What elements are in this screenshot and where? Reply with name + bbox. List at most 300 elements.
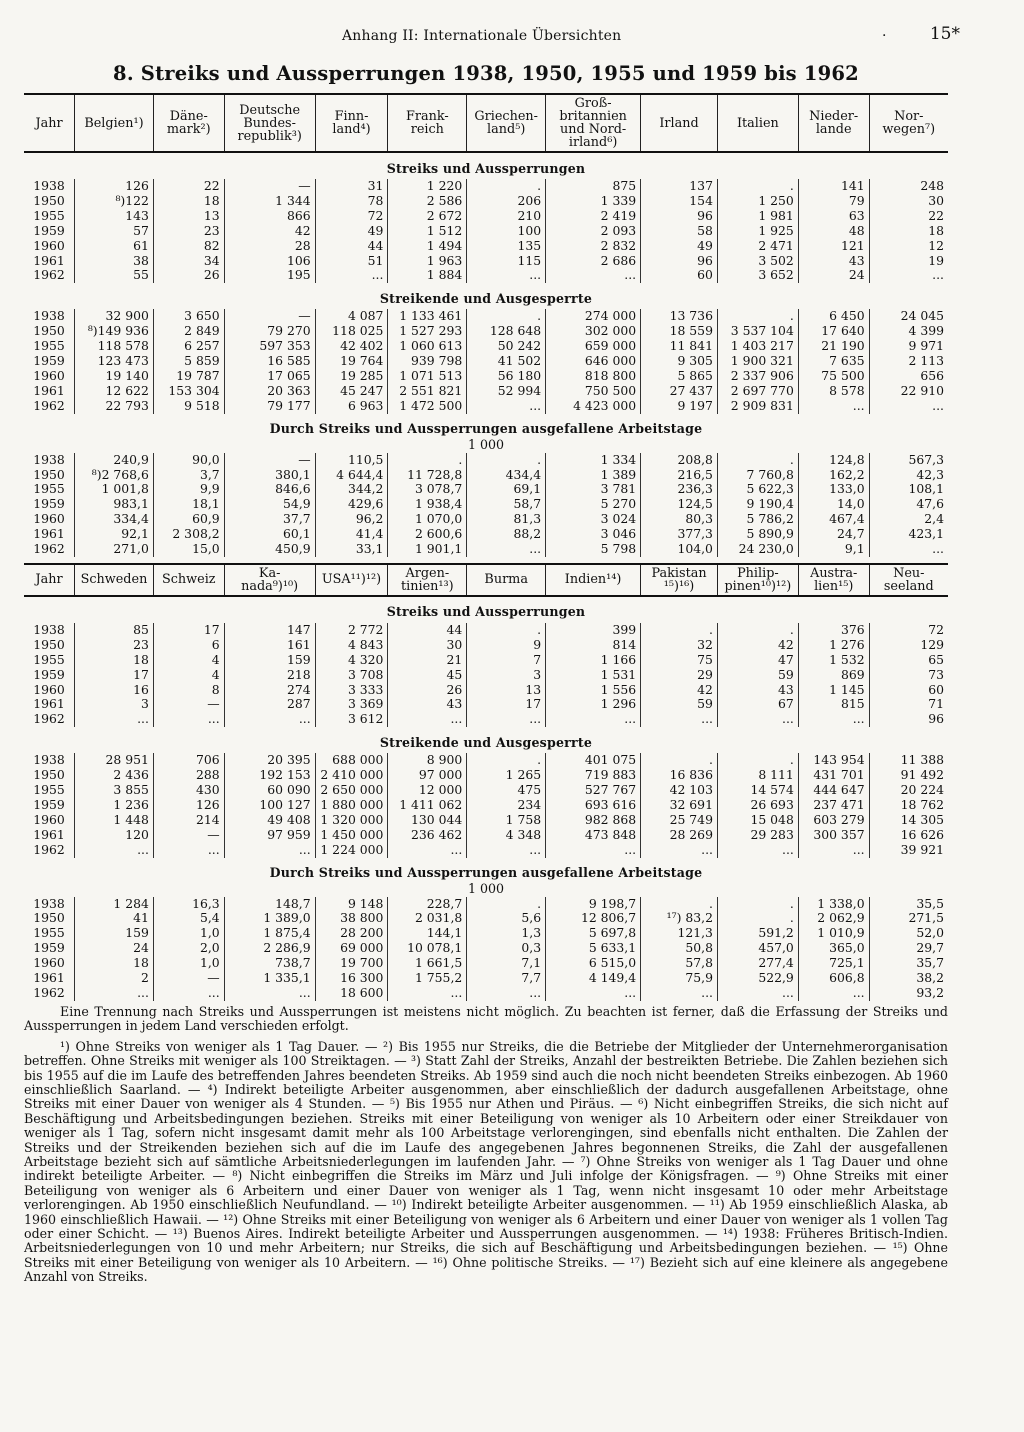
value-cell: ... xyxy=(798,843,869,858)
value-cell: 72 xyxy=(869,623,948,638)
value-cell: 3 078,7 xyxy=(388,482,467,497)
table-row xyxy=(24,468,948,483)
table-row xyxy=(24,668,948,683)
value-cell: 75,9 xyxy=(641,971,718,986)
year-cell: 1961 xyxy=(33,970,65,986)
value-cell: 2 832 xyxy=(546,239,641,254)
value-cell: 29 283 xyxy=(717,828,798,843)
value-cell: 128 648 xyxy=(467,324,546,339)
section-unit: 1 000 xyxy=(467,436,505,452)
column-header: Schweden xyxy=(75,564,154,596)
value-cell: 1 166 xyxy=(546,653,641,668)
value-cell: 22 910 xyxy=(869,384,948,399)
value-cell: 5 890,9 xyxy=(717,527,798,542)
value-cell: 216,5 xyxy=(641,468,718,483)
value-cell: 133,0 xyxy=(798,482,869,497)
value-cell: 4 348 xyxy=(467,828,546,843)
column-header: Philip- pinen¹⁰)¹²) xyxy=(717,564,798,596)
value-cell: 16 626 xyxy=(869,828,948,843)
value-cell: 18 600 xyxy=(315,986,388,1001)
value-cell: 14,0 xyxy=(798,497,869,512)
value-cell: . xyxy=(641,897,718,912)
value-cell: 271,5 xyxy=(869,911,948,926)
value-cell: 606,8 xyxy=(798,971,869,986)
value-cell: ... xyxy=(224,712,315,727)
value-cell: 121,3 xyxy=(641,926,718,941)
value-cell: ... xyxy=(467,399,546,414)
year-cell: 1938 xyxy=(33,621,65,637)
table-row xyxy=(24,369,948,384)
value-cell: 693 616 xyxy=(546,798,641,813)
value-cell: 6 450 xyxy=(798,309,869,324)
value-cell: ... xyxy=(75,843,154,858)
value-cell: 274 000 xyxy=(546,309,641,324)
value-cell: 24 xyxy=(75,941,154,956)
value-cell: 2 600,6 xyxy=(388,527,467,542)
value-cell: 17 xyxy=(75,668,154,683)
value-cell: 18,1 xyxy=(153,497,224,512)
year-cell: 1938 xyxy=(33,752,65,768)
value-cell: 12 xyxy=(869,239,948,254)
value-cell: 9 305 xyxy=(641,354,718,369)
column-header: Griechen- land⁵) xyxy=(467,94,546,152)
value-cell: 218 xyxy=(224,668,315,683)
value-cell: 141 xyxy=(798,179,869,194)
value-cell: 377,3 xyxy=(641,527,718,542)
value-cell: 236,3 xyxy=(641,482,718,497)
value-cell: 4 087 xyxy=(315,309,388,324)
value-cell: 57 xyxy=(75,224,154,239)
value-cell: 1 296 xyxy=(546,697,641,712)
value-cell: 475 xyxy=(467,783,546,798)
table-row xyxy=(24,768,948,783)
value-cell: 5 859 xyxy=(153,354,224,369)
value-cell: 69 000 xyxy=(315,941,388,956)
value-cell: 1,3 xyxy=(467,926,546,941)
notes-intro: Eine Trennung nach Streiks und Aussperrungen ist meistens nicht möglich. Zu beachten ist ferner, daß die Erfassung der Streiks und Aussperrungen in jedem Land verschieden erfolgt. xyxy=(24,1003,948,1034)
value-cell: 92,1 xyxy=(75,527,154,542)
value-cell: ... xyxy=(153,986,224,1001)
value-cell: 41 xyxy=(75,911,154,926)
value-cell: — xyxy=(224,179,315,194)
value-cell: 19 700 xyxy=(315,956,388,971)
value-cell: 16 836 xyxy=(641,768,718,783)
value-cell: ... xyxy=(798,986,869,1001)
value-cell: . xyxy=(717,753,798,768)
section-row xyxy=(24,596,948,621)
value-cell: 60 xyxy=(641,268,718,283)
value-cell: 240,9 xyxy=(75,453,154,468)
table-row xyxy=(24,638,948,653)
value-cell: 126 xyxy=(75,179,154,194)
value-cell: 738,7 xyxy=(224,956,315,971)
value-cell: 30 xyxy=(388,638,467,653)
year-cell: 1962 xyxy=(33,711,65,727)
value-cell: 1 884 xyxy=(388,268,467,283)
table-row xyxy=(24,482,948,497)
table-row xyxy=(24,712,948,727)
value-cell: 20 224 xyxy=(869,783,948,798)
column-header: Irland xyxy=(641,94,718,152)
value-cell: — xyxy=(153,971,224,986)
value-cell: 4 149,4 xyxy=(546,971,641,986)
value-cell: 656 xyxy=(869,369,948,384)
value-cell: 2 308,2 xyxy=(153,527,224,542)
value-cell: 1 276 xyxy=(798,638,869,653)
year-cell: 1959 xyxy=(33,353,65,369)
value-cell: 3 708 xyxy=(315,668,388,683)
table-row xyxy=(24,911,948,926)
value-cell: 19 xyxy=(869,254,948,269)
value-cell: 88,2 xyxy=(467,527,546,542)
value-cell: 42 402 xyxy=(315,339,388,354)
value-cell: 1 344 xyxy=(224,194,315,209)
value-cell: 300 357 xyxy=(798,828,869,843)
year-cell: 1938 xyxy=(33,178,65,193)
table-header-row xyxy=(24,94,948,152)
value-cell: 30 xyxy=(869,194,948,209)
table-row xyxy=(24,309,948,324)
value-cell: 110,5 xyxy=(315,453,388,468)
table-row xyxy=(24,897,948,912)
value-cell: 719 883 xyxy=(546,768,641,783)
value-cell: 597 353 xyxy=(224,339,315,354)
table-row xyxy=(24,497,948,512)
value-cell: 137 xyxy=(641,179,718,194)
value-cell: 430 xyxy=(153,783,224,798)
value-cell: 3 xyxy=(75,697,154,712)
value-cell: 1 758 xyxy=(467,813,546,828)
value-cell: 9 197 xyxy=(641,399,718,414)
value-cell: 302 000 xyxy=(546,324,641,339)
column-header: Austra- lien¹⁵) xyxy=(798,564,869,596)
year-cell: 1955 xyxy=(33,338,65,354)
value-cell: 11 841 xyxy=(641,339,718,354)
value-cell: 1 925 xyxy=(717,224,798,239)
value-cell: 13 xyxy=(467,683,546,698)
value-cell: 6 xyxy=(153,638,224,653)
value-cell: 237 471 xyxy=(798,798,869,813)
column-header: Nieder- lande xyxy=(798,94,869,152)
value-cell: 2 xyxy=(75,971,154,986)
value-cell: 1 389,0 xyxy=(224,911,315,926)
value-cell: 39 921 xyxy=(869,843,948,858)
value-cell: 206 xyxy=(467,194,546,209)
value-cell: 939 798 xyxy=(388,354,467,369)
value-cell: 1 060 613 xyxy=(388,339,467,354)
value-cell: 135 xyxy=(467,239,546,254)
value-cell: — xyxy=(153,697,224,712)
value-cell: ⁸)2 768,6 xyxy=(75,468,154,483)
value-cell: 13 736 xyxy=(641,309,718,324)
value-cell: 1 448 xyxy=(75,813,154,828)
value-cell: 11 388 xyxy=(869,753,948,768)
value-cell: ... xyxy=(388,712,467,727)
value-cell: 29 xyxy=(641,668,718,683)
value-cell: 144,1 xyxy=(388,926,467,941)
value-cell: 7 635 xyxy=(798,354,869,369)
value-cell: 47 xyxy=(717,653,798,668)
value-cell: 71 xyxy=(869,697,948,712)
value-cell: 81,3 xyxy=(467,512,546,527)
value-cell: 126 xyxy=(153,798,224,813)
value-cell: 1,0 xyxy=(153,926,224,941)
footnotes: ¹) Ohne Streiks von weniger als 1 Tag Dauer. — ²) Bis 1955 nur Streiks, die die Betriebe der Mitglieder der Unternehmerorganisation betreffen. Ohne Streiks mit weniger als 100 Streiktagen. — ³) Statt Zahl der Streiks, Anzahl der bestreikten Betriebe. Die Zahlen beziehen sich bis 1955 auf die im Laufe des betreffenden Jahres beendeten Streiks. Ab 1959 sind auch die noch nicht beendeten Streiks einbezogen. Ab 1960 einschließlich Saarland. — ⁴) Indirekt beteiligte Arbeiter ausgenommen, aber einschließlich der dadurch ausgefallenen Arbeitstage, ohne Streiks mit einer Dauer von weniger als 4 Stunden. — ⁵) Bis 1955 nur Athen und Piräus. — ⁶) Nicht einbegriffen Streiks, die sich nicht auf Beschäftigung und Arbeitsbedingungen beziehen. Streiks mit einer Beteiligung von weniger als 10 Arbeitern oder einer Streikdauer von weniger als 1 Tag, sofern nicht insgesamt damit mehr als 100 Arbeitstage verlorengingen, sind ebenfalls nicht enthalten. Die Zahlen der Streiks und der Streikenden beziehen sich auf die im Laufe des angegebenen Jahres begonnenen Streiks, die Zahl der ausgefallenen Arbeitstage bezieht sich auf sämtliche Arbeitsniederlegungen im laufenden Jahr. — ⁷) Ohne Streiks von weniger als 1 Tag Dauer und ohne indirekt beteiligte Arbeiter. — ⁸) Nicht einbegriffen die Streiks im März und Juli infolge der Königsfragen. — ⁹) Ohne Streiks mit einer Beteiligung von weniger als 6 Arbeitern und einer Dauer von weniger als 1 Tag, wenn nicht insgesamt 10 oder mehr Arbeitstage verlorengingen. Ab 1950 einschließlich Neufundland. — ¹⁰) Indirekt beteiligte Arbeiter ausgenommen. — ¹¹) Ab 1959 einschließlich Alaska, ab 1960 einschließlich Hawaii. — ¹²) Ohne Streiks mit einer Beteiligung von weniger als 6 Arbeitern und einer Dauer von weniger als 1 vollen Tag oder einer Schicht. — ¹³) Buenos Aires. Indirekt beteiligte Arbeiter und Aussperrungen ausgenommen. — ¹⁴) 1938: Früheres Britisch-Indien. Arbeitsniederlegungen von 10 und mehr Arbeitern; nur Streiks, die sich auf Beschäftigung und Arbeitsbedingungen beziehen. — ¹⁵) Ohne Streiks mit einer Beteiligung von weniger als 10 Arbeitern. — ¹⁶) Ohne politische Streiks. — ¹⁷) Bezieht sich auf eine kleinere als angegebene Anzahl von Streiks. xyxy=(24,1038,948,1285)
value-cell: 431 701 xyxy=(798,768,869,783)
value-cell: 8 900 xyxy=(388,753,467,768)
value-cell: 1 527 293 xyxy=(388,324,467,339)
running-header xyxy=(24,24,960,52)
table-row xyxy=(24,623,948,638)
value-cell: 214 xyxy=(153,813,224,828)
value-cell: 6 257 xyxy=(153,339,224,354)
value-cell: 1 320 000 xyxy=(315,813,388,828)
value-cell: — xyxy=(224,309,315,324)
value-cell: 28 269 xyxy=(641,828,718,843)
value-cell: 2 471 xyxy=(717,239,798,254)
value-cell: 3 024 xyxy=(546,512,641,527)
value-cell: 814 xyxy=(546,638,641,653)
value-cell: 1 963 xyxy=(388,254,467,269)
value-cell: 12 000 xyxy=(388,783,467,798)
column-header: Neu- seeland xyxy=(869,564,948,596)
year-cell: 1950 xyxy=(33,767,65,783)
value-cell: 603 279 xyxy=(798,813,869,828)
value-cell: 875 xyxy=(546,179,641,194)
value-cell: 659 000 xyxy=(546,339,641,354)
value-cell: 7,7 xyxy=(467,971,546,986)
value-cell: 2 586 xyxy=(388,194,467,209)
value-cell: ⁸)122 xyxy=(75,194,154,209)
year-cell: 1950 xyxy=(33,192,65,208)
value-cell: 3 333 xyxy=(315,683,388,698)
column-header: Däne- mark²) xyxy=(153,94,224,152)
section-title: Durch Streiks und Aussperrungen ausgefallene Arbeitstage xyxy=(269,421,703,437)
value-cell: 2 410 000 xyxy=(315,768,388,783)
value-cell: 55 xyxy=(75,268,154,283)
value-cell: 2,4 xyxy=(869,512,948,527)
table-row xyxy=(24,813,948,828)
value-cell: . xyxy=(388,453,467,468)
table-header-row xyxy=(24,564,948,596)
value-cell: 124,8 xyxy=(798,453,869,468)
value-cell: 3 612 xyxy=(315,712,388,727)
value-cell: 1 900 321 xyxy=(717,354,798,369)
value-cell: . xyxy=(641,623,718,638)
table-row xyxy=(24,239,948,254)
value-cell: 429,6 xyxy=(315,497,388,512)
value-cell: 91 492 xyxy=(869,768,948,783)
value-cell: 115 xyxy=(467,254,546,269)
value-cell: 3 502 xyxy=(717,254,798,269)
value-cell: 50,8 xyxy=(641,941,718,956)
value-cell: ... xyxy=(546,712,641,727)
value-cell: 17 xyxy=(467,697,546,712)
value-cell: 44 xyxy=(315,239,388,254)
value-cell: 11 728,8 xyxy=(388,468,467,483)
value-cell: 75 500 xyxy=(798,369,869,384)
value-cell: 124,5 xyxy=(641,497,718,512)
value-cell: ... xyxy=(224,986,315,1001)
value-cell: 1 338,0 xyxy=(798,897,869,912)
value-cell: 43 xyxy=(388,697,467,712)
value-cell: . xyxy=(717,897,798,912)
value-cell: 159 xyxy=(75,926,154,941)
table-row xyxy=(24,926,948,941)
value-cell: . xyxy=(717,453,798,468)
column-header: Pakistan ¹⁵)¹⁶) xyxy=(641,564,718,596)
value-cell: 5 270 xyxy=(546,497,641,512)
value-cell: 54,9 xyxy=(224,497,315,512)
value-cell: ... xyxy=(153,843,224,858)
column-header: Schweiz xyxy=(153,564,224,596)
table-row xyxy=(24,753,948,768)
value-cell: 7 760,8 xyxy=(717,468,798,483)
value-cell: 57,8 xyxy=(641,956,718,971)
value-cell: 42,3 xyxy=(869,468,948,483)
value-cell: 983,1 xyxy=(75,497,154,512)
value-cell: 380,1 xyxy=(224,468,315,483)
value-cell: 2 031,8 xyxy=(388,911,467,926)
value-cell: 3,7 xyxy=(153,468,224,483)
table-row xyxy=(24,224,948,239)
value-cell: 96 xyxy=(869,712,948,727)
value-cell: 31 xyxy=(315,179,388,194)
column-header: Ka- nada⁹)¹⁰) xyxy=(224,564,315,596)
column-header: Italien xyxy=(717,94,798,152)
value-cell: 818 800 xyxy=(546,369,641,384)
value-cell: 9 148 xyxy=(315,897,388,912)
value-cell: 2 062,9 xyxy=(798,911,869,926)
value-cell: 9,9 xyxy=(153,482,224,497)
value-cell: 35,5 xyxy=(869,897,948,912)
value-cell: 123 473 xyxy=(75,354,154,369)
value-cell: ⁸)149 936 xyxy=(75,324,154,339)
value-cell: 457,0 xyxy=(717,941,798,956)
notes xyxy=(24,1005,948,1285)
column-header: Frank- reich xyxy=(388,94,467,152)
value-cell: 0,3 xyxy=(467,941,546,956)
year-cell: 1950 xyxy=(33,636,65,652)
value-cell: 161 xyxy=(224,638,315,653)
value-cell: 58 xyxy=(641,224,718,239)
value-cell: 24 045 xyxy=(869,309,948,324)
value-cell: 8 111 xyxy=(717,768,798,783)
table-row xyxy=(24,527,948,542)
year-cell: 1955 xyxy=(33,207,65,223)
value-cell: . xyxy=(717,309,798,324)
year-cell: 1962 xyxy=(33,397,65,413)
value-cell: 2 419 xyxy=(546,209,641,224)
value-cell: . xyxy=(467,623,546,638)
value-cell: 3 650 xyxy=(153,309,224,324)
value-cell: 60,1 xyxy=(224,527,315,542)
strikes-table-europe xyxy=(24,93,948,557)
value-cell: 12 806,7 xyxy=(546,911,641,926)
value-cell: ... xyxy=(641,712,718,727)
value-cell: 60 090 xyxy=(224,783,315,798)
value-cell: 47,6 xyxy=(869,497,948,512)
value-cell: 2 672 xyxy=(388,209,467,224)
value-cell: ... xyxy=(869,268,948,283)
year-cell: 1955 xyxy=(33,481,65,497)
value-cell: 9 190,4 xyxy=(717,497,798,512)
value-cell: 2 551 821 xyxy=(388,384,467,399)
value-cell: 467,4 xyxy=(798,512,869,527)
table-row xyxy=(24,542,948,557)
value-cell: 18 xyxy=(869,224,948,239)
value-cell: 1 284 xyxy=(75,897,154,912)
value-cell: 4 399 xyxy=(869,324,948,339)
value-cell: 365,0 xyxy=(798,941,869,956)
value-cell: 72 xyxy=(315,209,388,224)
value-cell: 2 909 831 xyxy=(717,399,798,414)
value-cell: 1 389 xyxy=(546,468,641,483)
value-cell: 1 220 xyxy=(388,179,467,194)
year-cell: 1955 xyxy=(33,782,65,798)
value-cell: . xyxy=(641,753,718,768)
value-cell: . xyxy=(467,753,546,768)
value-cell: 3 046 xyxy=(546,527,641,542)
value-cell: 236 462 xyxy=(388,828,467,843)
value-cell: 50 242 xyxy=(467,339,546,354)
value-cell: 26 xyxy=(388,683,467,698)
value-cell: ... xyxy=(388,986,467,1001)
value-cell: 85 xyxy=(75,623,154,638)
value-cell: 1,0 xyxy=(153,956,224,971)
value-cell: 33,1 xyxy=(315,542,388,557)
year-cell: 1938 xyxy=(33,895,65,911)
value-cell: 97 000 xyxy=(388,768,467,783)
value-cell: 4 xyxy=(153,668,224,683)
value-cell: 8 xyxy=(153,683,224,698)
value-cell: 96 xyxy=(641,254,718,269)
year-cell: 1960 xyxy=(33,811,65,827)
year-cell: 1960 xyxy=(33,955,65,971)
value-cell: 79 270 xyxy=(224,324,315,339)
value-cell: 51 xyxy=(315,254,388,269)
value-cell: 4 320 xyxy=(315,653,388,668)
year-cell: 1959 xyxy=(33,940,65,956)
value-cell: 2 772 xyxy=(315,623,388,638)
column-header: Deutsche Bundes- republik³) xyxy=(224,94,315,152)
value-cell: ... xyxy=(641,843,718,858)
running-title: Anhang II: Internationale Übersichten xyxy=(342,28,622,44)
column-header: Belgien¹) xyxy=(75,94,154,152)
value-cell: 1 981 xyxy=(717,209,798,224)
table-row xyxy=(24,828,948,843)
value-cell: 97 959 xyxy=(224,828,315,843)
value-cell: 1 556 xyxy=(546,683,641,698)
value-cell: 73 xyxy=(869,668,948,683)
column-header: Nor- wegen⁷) xyxy=(869,94,948,152)
value-cell: 2 849 xyxy=(153,324,224,339)
value-cell: 9 198,7 xyxy=(546,897,641,912)
value-cell: 5,4 xyxy=(153,911,224,926)
value-cell: 1 335,1 xyxy=(224,971,315,986)
value-cell: ... xyxy=(75,986,154,1001)
value-cell: 15,0 xyxy=(153,542,224,557)
value-cell: 3 652 xyxy=(717,268,798,283)
value-cell: 706 xyxy=(153,753,224,768)
value-cell: 49 xyxy=(641,239,718,254)
value-cell: 2,0 xyxy=(153,941,224,956)
value-cell: 192 153 xyxy=(224,768,315,783)
section-row xyxy=(24,414,948,438)
value-cell: 42 xyxy=(641,683,718,698)
year-cell: 1950 xyxy=(33,466,65,482)
value-cell: 154 xyxy=(641,194,718,209)
